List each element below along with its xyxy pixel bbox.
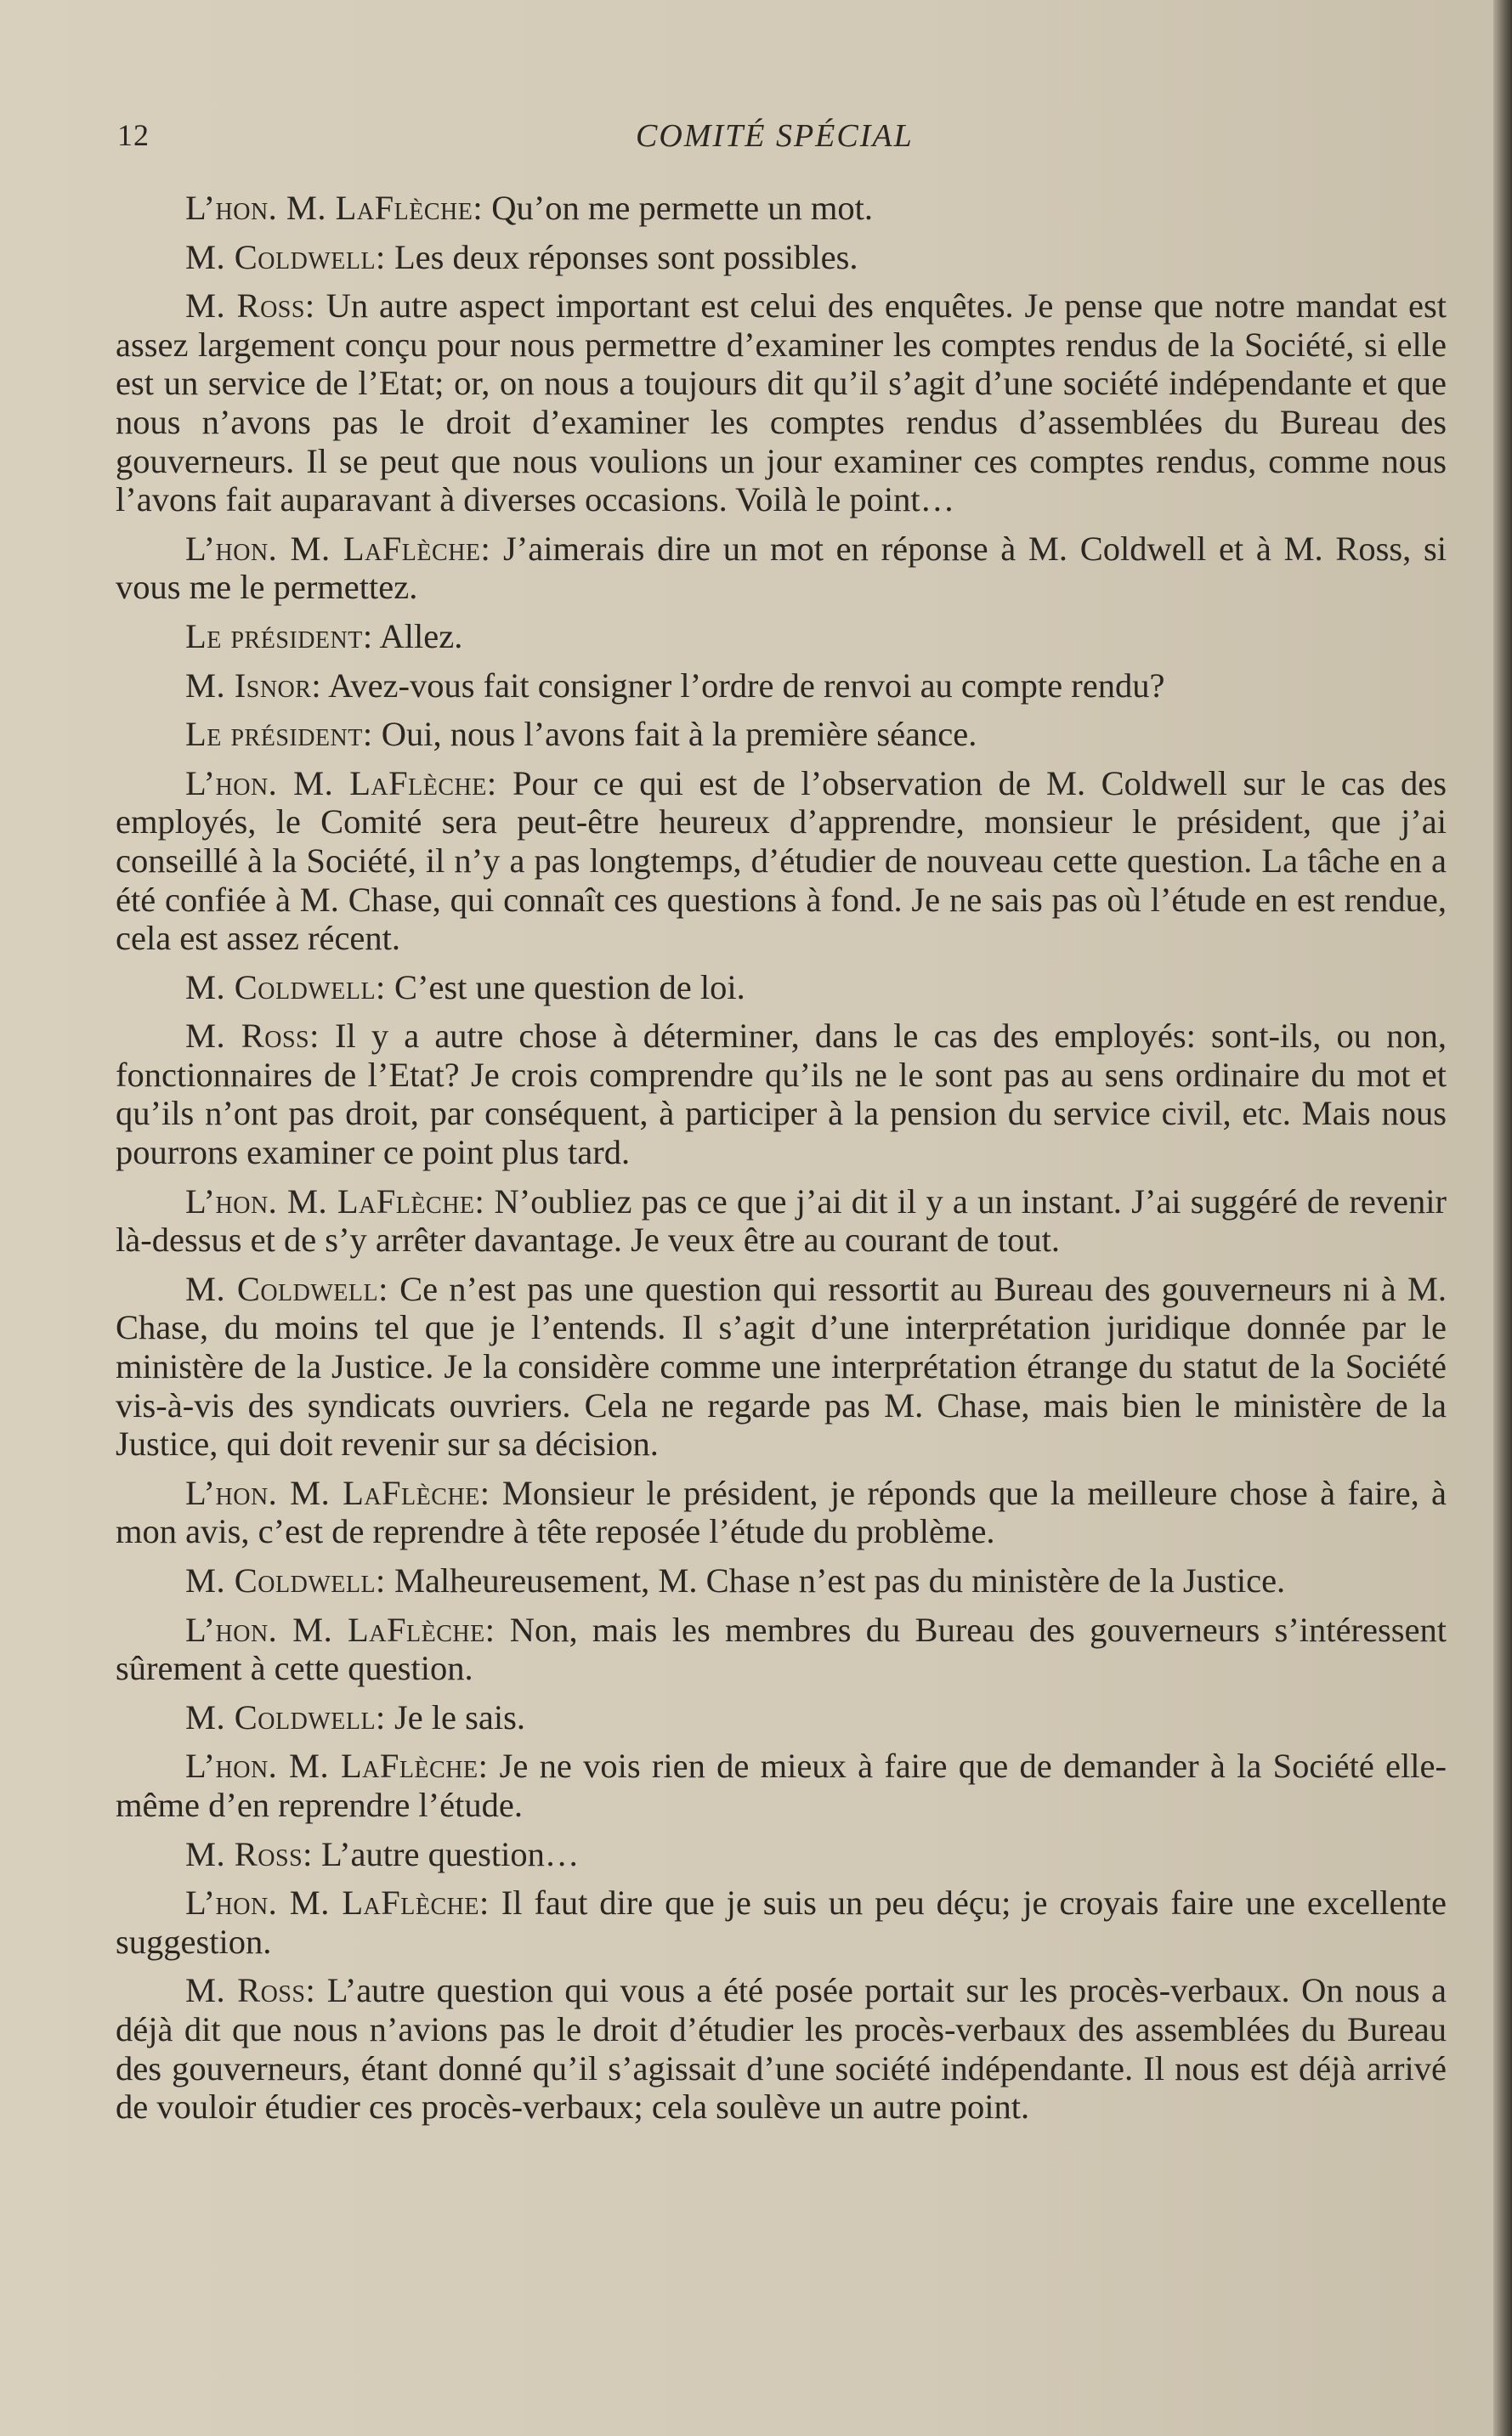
speech-paragraph: [116, 1971, 1447, 2126]
speech-text: Un autre aspect important est celui des enquêtes. Je pense que notre mandat est assez largement conçu pour nous permettre d’examiner les comptes rendus de la Société, si elle est un service de l’Etat; or, on nous a toujours dit qu’il s’agit d’une société indépendante et que nous n’avons pas le droit d’examiner les comptes rendus d’assemblées du Bureau des gouverneurs. Il se peut que nous voulions un jour examiner ces comptes rendus, comme nous l’avons fait auparavant à diverses occasions. Voilà le point…: [116, 286, 1447, 519]
speech-text: Il y a autre chose à déterminer, dans le cas des employés: sont-ils, ou non, fonctionnaires de l’Etat? Je crois comprendre qu’ils ne le sont pas au sens ordinaire du mot et qu’ils n’ont pas droit, par conséquent, à participer à la pension du service civil, etc. Mais nous pourrons examiner ce point plus tard.: [116, 1017, 1447, 1172]
speech-text: Les deux réponses sont possibles.: [394, 237, 858, 276]
speech-text: Ce n’est pas une question qui ressortit au Bureau des gouverneurs ni à M. Chase, du moins tel que je l’entends. Il s’agit d’une interprétation juridique donnée par le ministère de la Justice. Je la considère comme une interprétation étrange du statut de la Société vis-à-vis des syndicats ouvriers. Cela ne regarde pas M. Chase, mais bien le ministère de la Justice, qui doit revenir sur sa décision.: [116, 1269, 1447, 1464]
speech-paragraph: [116, 617, 1447, 656]
speech-text: N’oubliez pas ce que j’ai dit il y a un instant. J’ai suggéré de revenir là-dessus et de s’y arrêter davantage. Je veux être au courant de tout.: [116, 1181, 1447, 1260]
speech-paragraph: [116, 1698, 1447, 1737]
speaker-name: L’hon. M. LaFlèche:: [185, 1747, 489, 1786]
speaker-name: M. Ross:: [185, 1971, 316, 2010]
speech-text: Qu’on me permette un mot.: [491, 189, 874, 227]
transcript-body: [116, 189, 1447, 2137]
speech-text: J’aimerais dire un mot en réponse à M. Coldwell et à M. Ross, si vous me le permettez.: [116, 529, 1447, 607]
speech-text: C’est une question de loi.: [394, 967, 745, 1006]
speech-text: Monsieur le président, je réponds que la meilleure chose à faire, à mon avis, c’est de reprendre à tête reposée l’étude du problème.: [116, 1473, 1447, 1551]
speech-paragraph: [116, 286, 1447, 519]
speech-text: Malheureusement, M. Chase n’est pas du ministère de la Justice.: [394, 1561, 1286, 1600]
speech-text: Je le sais.: [394, 1697, 526, 1736]
speech-paragraph: [116, 238, 1447, 277]
speaker-name: L’hon. M. LaFlèche:: [185, 1610, 496, 1649]
running-title: COMITÉ SPÉCIAL: [636, 118, 914, 154]
speech-paragraph: [116, 1017, 1447, 1171]
speaker-name: M. Ross:: [185, 1834, 313, 1873]
speech-paragraph: [116, 1747, 1447, 1824]
speech-paragraph: [116, 715, 1447, 754]
speech-paragraph: [116, 1611, 1447, 1688]
speech-text: Je ne vois rien de mieux à faire que de demander à la Société elle-même d’en reprendre l’étude.: [116, 1747, 1447, 1824]
speech-paragraph: [116, 666, 1447, 705]
speaker-name: M. Ross:: [185, 286, 315, 326]
speaker-name: M. Coldwell:: [185, 1269, 388, 1308]
speech-text: L’autre question qui vous a été posée portait sur les procès-verbaux. On nous a déjà dit que nous n’avions pas le droit d’étudier les procès-verbaux des assemblées du Bureau des gouverneurs, étant donné qu’il s’agissait d’une société indépendante. Il nous est déjà arrivé de vouloir étudier ces procès-verbaux; cela soulève un autre point.: [116, 1971, 1447, 2127]
speech-paragraph: [116, 1474, 1447, 1551]
page-number: 12: [117, 118, 150, 152]
speech-paragraph: [116, 189, 1447, 228]
speech-text: Avez-vous fait consigner l’ordre de renvoi au compte rendu?: [328, 666, 1165, 705]
speaker-name: L’hon. M. LaFlèche:: [185, 1181, 485, 1221]
speaker-name: M. Coldwell:: [185, 1561, 386, 1600]
speech-text: Il faut dire que je suis un peu déçu; je croyais faire une excellente suggestion.: [116, 1884, 1447, 1961]
speech-paragraph: [116, 1561, 1447, 1600]
speech-paragraph: [116, 1182, 1447, 1260]
speaker-name: Le président:: [185, 715, 373, 754]
speaker-name: M. Coldwell:: [185, 1697, 386, 1736]
speech-paragraph: [116, 1835, 1447, 1874]
speech-text: L’autre question…: [321, 1834, 580, 1873]
speaker-name: M. Coldwell:: [185, 967, 386, 1006]
speech-text: Oui, nous l’avons fait à la première séance.: [381, 715, 977, 754]
speaker-name: L’hon. M. LaFlèche:: [185, 1473, 490, 1512]
page-header: [117, 117, 1453, 160]
speaker-name: M. Ross:: [185, 1017, 320, 1056]
speech-paragraph: [116, 1270, 1447, 1464]
speech-text: Non, mais les membres du Bureau des gouverneurs s’intéressent sûrement à cette question.: [116, 1610, 1447, 1688]
speaker-name: M. Isnor:: [185, 666, 322, 705]
speech-paragraph: [116, 1884, 1447, 1961]
speaker-name: L’hon. M. LaFlèche:: [185, 189, 484, 227]
speech-paragraph: [116, 968, 1447, 1007]
speaker-name: L’hon. M. LaFlèche:: [185, 1884, 490, 1923]
speaker-name: Le président:: [185, 616, 373, 655]
speaker-name: M. Coldwell:: [185, 237, 386, 276]
speaker-name: L’hon. M. LaFlèche:: [185, 529, 491, 568]
book-spine-shadow: [1493, 0, 1512, 2436]
speech-text: Allez.: [379, 616, 463, 655]
speech-paragraph: [116, 764, 1447, 958]
speech-text: Pour ce qui est de l’observation de M. Coldwell sur le cas des employés, le Comité sera peut-être heureux d’apprendre, monsieur le président, que j’ai conseillé à la Société, il n’y a pas longtemps, d’étudier de nouveau cette question. La tâche en a été confiée à M. Chase, qui connaît ces questions à fond. Je ne sais pas où l’étude en est rendue, cela est assez récent.: [116, 763, 1447, 958]
speaker-name: L’hon. M. LaFlèche:: [185, 763, 497, 802]
speech-paragraph: [116, 530, 1447, 607]
